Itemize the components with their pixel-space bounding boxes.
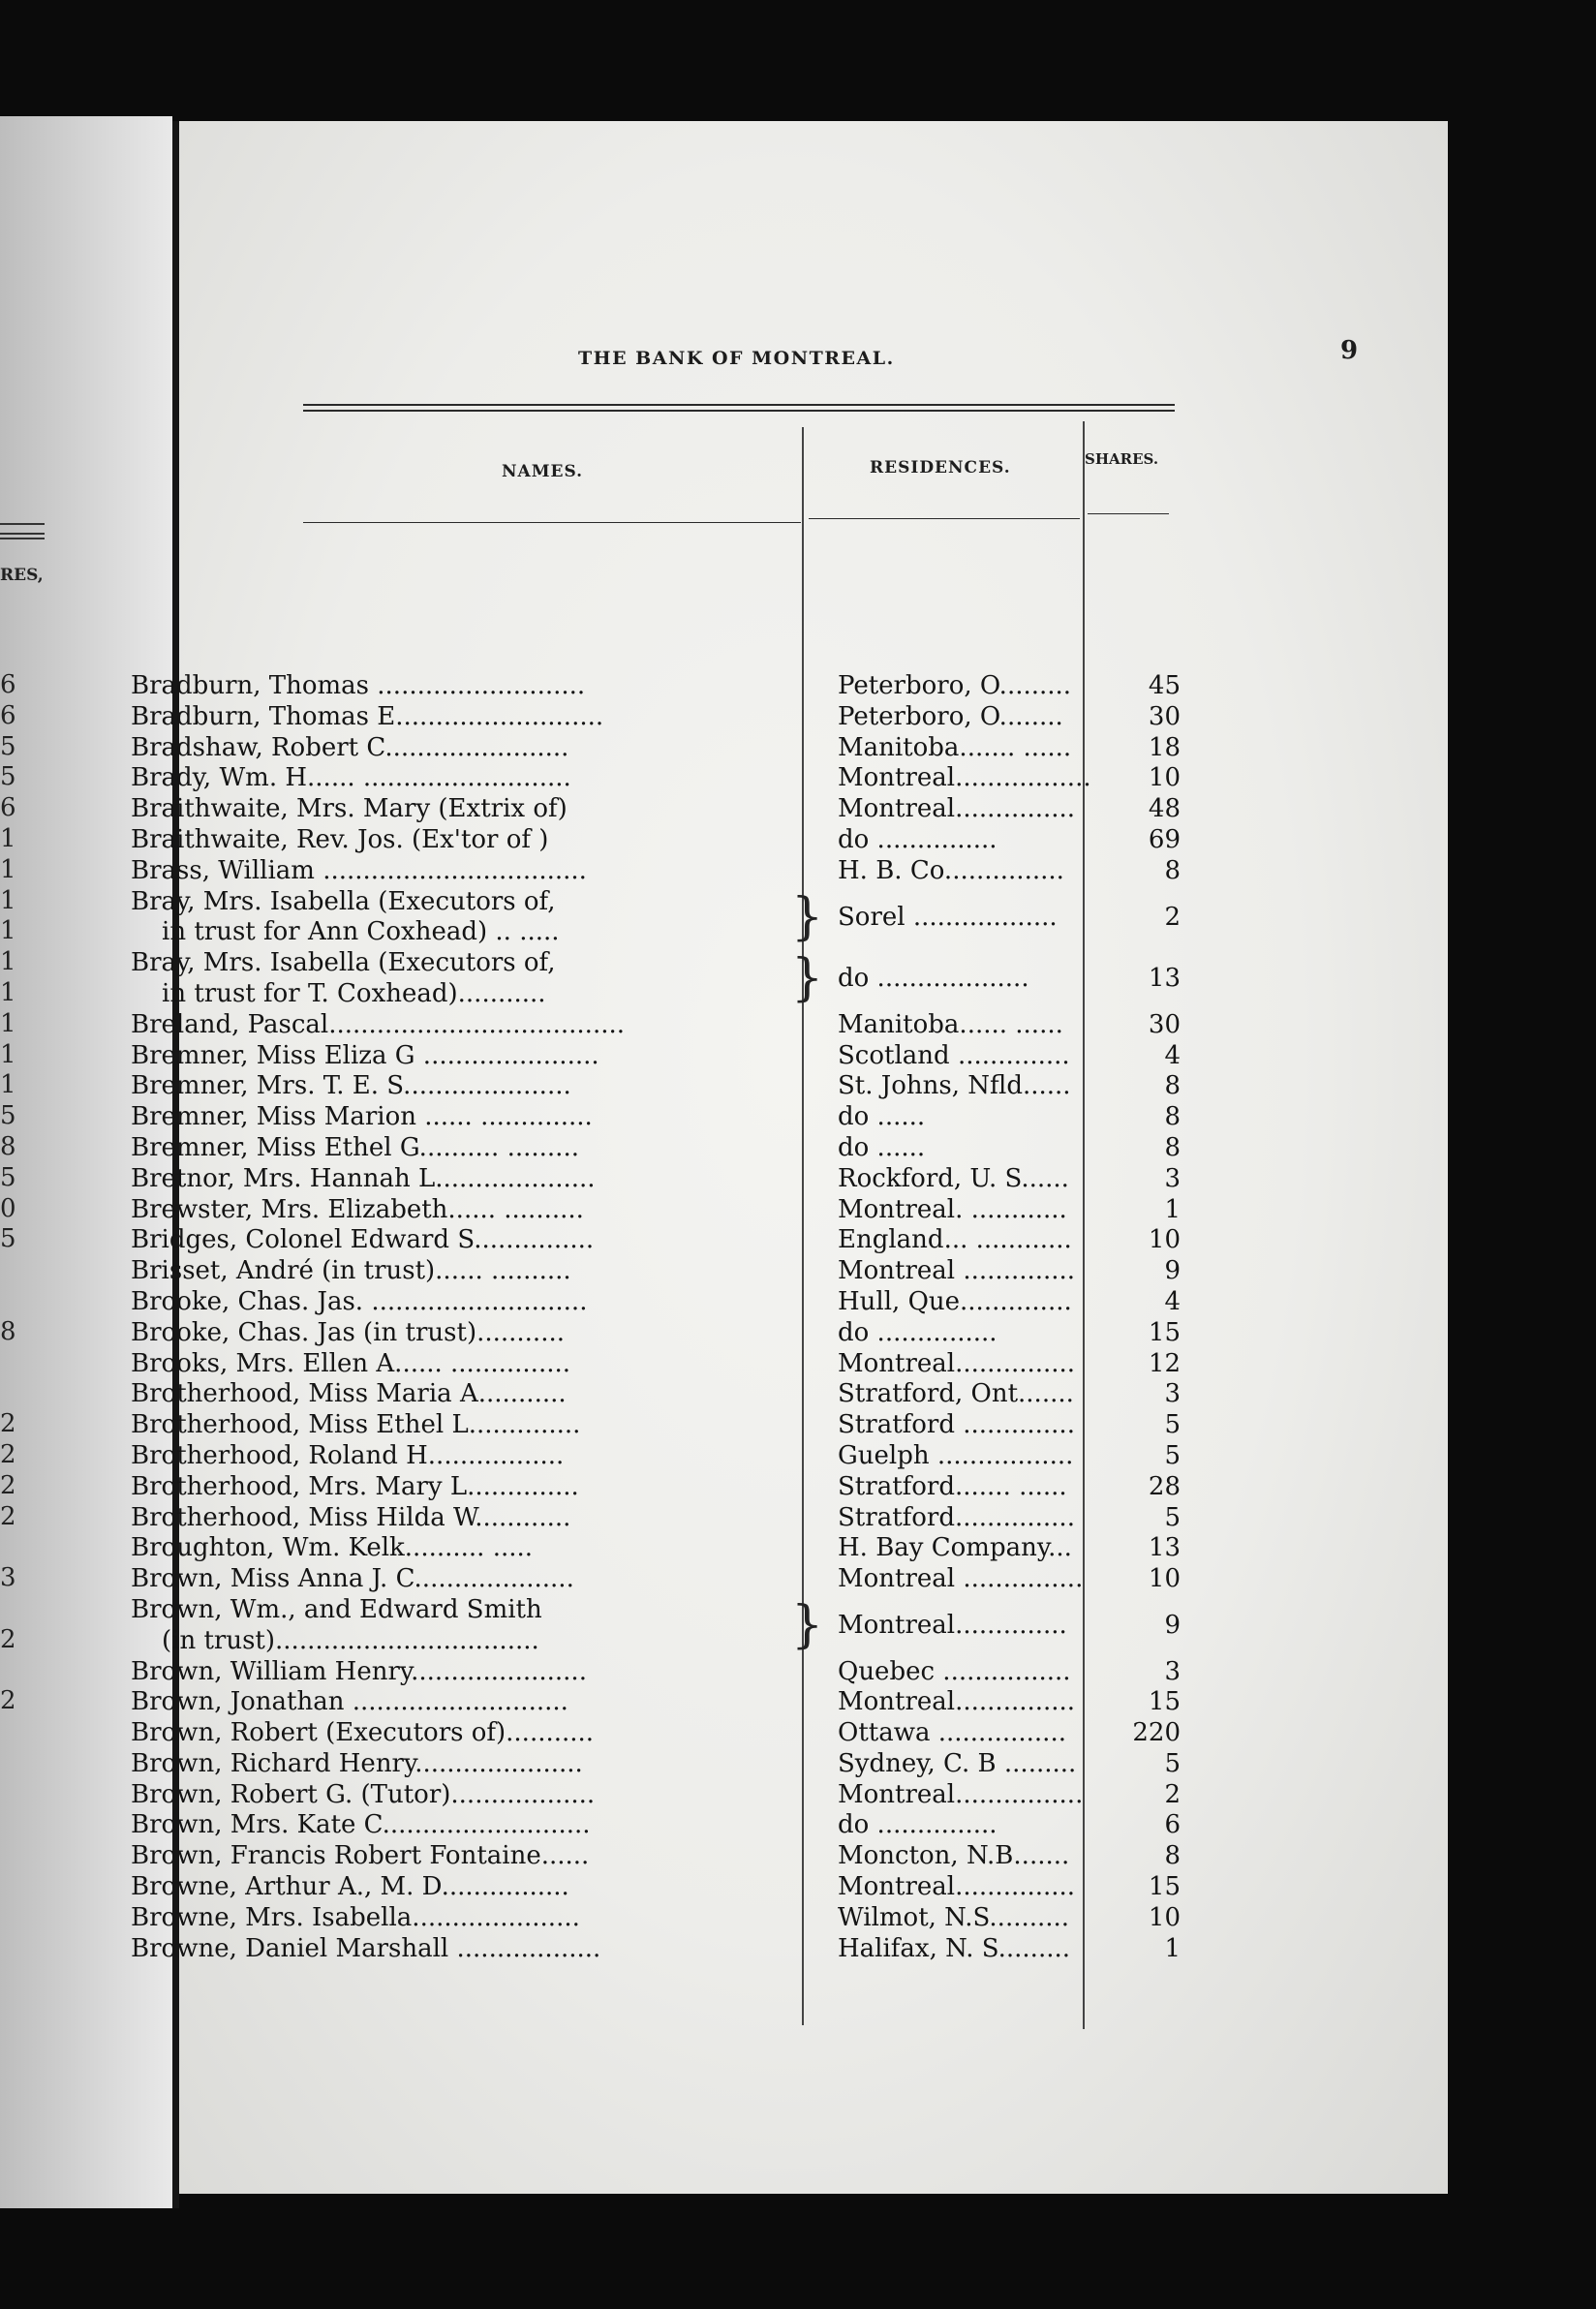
left-share-digit: 8 bbox=[0, 1316, 16, 1346]
shareholder-residence: Peterboro, O......... bbox=[838, 671, 1072, 700]
shareholder-residence: Stratford............... bbox=[838, 1502, 1075, 1532]
shareholder-residence: England... ............ bbox=[838, 1225, 1072, 1255]
shareholder-residence: Montreal............... bbox=[838, 1348, 1076, 1378]
shareholder-name bbox=[131, 1841, 816, 1872]
shareholder-row bbox=[7, 1164, 1275, 1195]
shareholder-name bbox=[131, 671, 816, 702]
left-share-digit: 1 bbox=[0, 1070, 16, 1100]
left-share-digit: 1 bbox=[0, 1008, 16, 1038]
shareholder-name bbox=[131, 1287, 816, 1318]
shareholder-shares: 6 bbox=[1164, 1810, 1181, 1840]
shareholder-residence: Montreal................. bbox=[838, 763, 1091, 793]
shareholder-residence: Montreal.............. bbox=[838, 1610, 1067, 1640]
shareholder-name bbox=[131, 1749, 816, 1780]
shareholder-row bbox=[7, 671, 1275, 702]
shareholder-row bbox=[7, 1841, 1275, 1872]
shareholder-row bbox=[7, 1287, 1275, 1318]
header-underline bbox=[809, 518, 1080, 519]
shareholder-name bbox=[131, 1934, 816, 1965]
left-share-digit bbox=[0, 2025, 19, 2056]
shareholder-row bbox=[7, 1441, 1275, 1472]
grouping-brace: } bbox=[791, 949, 824, 1008]
shareholder-name bbox=[131, 763, 816, 794]
left-share-digit bbox=[0, 1963, 19, 1994]
shareholder-shares: 220 bbox=[1132, 1718, 1181, 1748]
shareholder-shares: 69 bbox=[1148, 824, 1181, 854]
left-share-digit: 1 bbox=[0, 885, 16, 915]
shareholder-name-line: Brotherhood, Mrs. Mary L.............. bbox=[131, 1471, 579, 1501]
shareholder-row bbox=[7, 1410, 1275, 1441]
shareholder-name-line: Browne, Daniel Marshall .................. bbox=[131, 1933, 601, 1963]
shareholder-shares: 5 bbox=[1164, 1502, 1181, 1532]
shareholder-name-line: Breland, Pascal..................................... bbox=[131, 1009, 625, 1039]
shareholder-residence: Montreal............... bbox=[838, 1687, 1076, 1717]
shareholder-shares: 15 bbox=[1148, 1317, 1181, 1347]
shareholder-name bbox=[131, 1102, 816, 1133]
shareholder-shares: 12 bbox=[1148, 1348, 1181, 1378]
shareholder-row bbox=[7, 1934, 1275, 1965]
shareholder-shares: 5 bbox=[1164, 1748, 1181, 1778]
shareholder-name bbox=[131, 794, 816, 825]
left-header-rule bbox=[0, 538, 45, 539]
shareholder-row bbox=[7, 1133, 1275, 1164]
shareholder-shares: 10 bbox=[1148, 763, 1181, 793]
shareholder-name-line: Browne, Mrs. Isabella..................... bbox=[131, 1902, 580, 1932]
shareholder-residence: H. Bay Company... bbox=[838, 1533, 1072, 1563]
shareholder-shares: 48 bbox=[1148, 794, 1181, 824]
shareholder-row bbox=[7, 1564, 1275, 1595]
shareholder-residence: Rockford, U. S...... bbox=[838, 1163, 1069, 1193]
shareholder-name-line: Bradburn, Thomas .......................... bbox=[131, 671, 586, 700]
left-column-rule bbox=[0, 523, 45, 525]
shareholder-row bbox=[7, 856, 1275, 887]
shareholder-name-line: Browne, Arthur A., M. D................ bbox=[131, 1872, 569, 1902]
shareholder-name bbox=[131, 856, 816, 887]
shareholder-row bbox=[7, 1780, 1275, 1811]
shareholder-row bbox=[7, 1687, 1275, 1718]
shareholder-name bbox=[131, 887, 816, 949]
shareholder-row bbox=[7, 733, 1275, 764]
shareholder-shares: 5 bbox=[1164, 1440, 1181, 1470]
shareholder-residence: Moncton, N.B....... bbox=[838, 1841, 1070, 1871]
left-share-digit: 1 bbox=[0, 977, 16, 1007]
shareholder-name-line: Bremner, Miss Ethel G.......... ......... bbox=[131, 1132, 579, 1162]
shareholder-residence: do ............... bbox=[838, 1810, 998, 1840]
grouping-brace: } bbox=[791, 1595, 824, 1654]
shareholder-name-line: Bridges, Colonel Edward S............... bbox=[131, 1225, 595, 1255]
shareholder-name-line: Bradburn, Thomas E.......................... bbox=[131, 701, 604, 731]
shareholder-shares: 4 bbox=[1164, 1286, 1181, 1316]
shareholder-residence: Wilmot, N.S.......... bbox=[838, 1902, 1070, 1932]
page-number: 9 bbox=[1340, 336, 1359, 365]
shareholder-shares: 8 bbox=[1164, 1841, 1181, 1871]
shareholder-name bbox=[131, 1133, 816, 1164]
shareholder-residence: Montreal............... bbox=[838, 1872, 1076, 1902]
shareholder-residence: do ................... bbox=[838, 964, 1029, 994]
shareholder-row bbox=[7, 1503, 1275, 1534]
left-share-digit: 1 bbox=[0, 947, 16, 977]
shareholder-name-continuation: (in trust)................................. bbox=[162, 1625, 539, 1655]
shareholder-name bbox=[131, 1687, 816, 1718]
shareholder-residence: do ............... bbox=[838, 1317, 998, 1347]
shareholder-shares: 13 bbox=[1148, 1533, 1181, 1563]
shareholder-name bbox=[131, 1379, 816, 1410]
left-share-digit: 2 bbox=[0, 1409, 16, 1439]
left-share-digit: 3 bbox=[0, 1563, 16, 1593]
names-column-header: NAMES. bbox=[502, 462, 584, 481]
shareholder-row bbox=[7, 1041, 1275, 1072]
shareholder-shares: 8 bbox=[1164, 1071, 1181, 1101]
shareholder-name bbox=[131, 1472, 816, 1503]
shareholder-name-line: Brass, William ................................. bbox=[131, 855, 587, 885]
shareholder-row bbox=[7, 1472, 1275, 1503]
left-share-digit: 0 bbox=[0, 1193, 16, 1223]
top-rule bbox=[303, 404, 1175, 406]
shareholder-shares: 15 bbox=[1148, 1872, 1181, 1902]
shareholder-row bbox=[7, 1071, 1275, 1102]
shareholder-name-line: Bretnor, Mrs. Hannah L.................... bbox=[131, 1163, 596, 1193]
shareholder-name bbox=[131, 825, 816, 856]
residences-column-header: RESIDENCES. bbox=[870, 458, 1011, 477]
shareholder-residence: St. Johns, Nfld...... bbox=[838, 1071, 1071, 1101]
shareholder-name bbox=[131, 1780, 816, 1811]
left-share-digit: 1 bbox=[0, 823, 16, 853]
left-share-digit: 2 bbox=[0, 1686, 16, 1716]
shareholder-name-line: Bray, Mrs. Isabella (Executors of, bbox=[131, 886, 556, 916]
top-rule bbox=[303, 410, 1175, 412]
shareholder-row bbox=[7, 1718, 1275, 1749]
shareholder-name bbox=[131, 702, 816, 733]
shareholder-name-line: Bremner, Miss Marion ...... .............. bbox=[131, 1102, 593, 1132]
left-share-digit: 5 bbox=[0, 1224, 16, 1254]
shareholder-shares: 45 bbox=[1148, 671, 1181, 700]
left-share-digit: 6 bbox=[0, 670, 16, 699]
shareholder-name-line: Bray, Mrs. Isabella (Executors of, bbox=[131, 948, 556, 978]
ledger-page bbox=[131, 121, 1448, 2194]
left-share-digit: 5 bbox=[0, 762, 16, 792]
shareholder-residence: Montreal .............. bbox=[838, 1256, 1076, 1286]
shareholder-name-line: Braithwaite, Rev. Jos. (Ex'tor of ) bbox=[131, 824, 549, 854]
shareholder-name bbox=[131, 1195, 816, 1226]
shareholder-residence: do ...... bbox=[838, 1132, 926, 1162]
shareholder-residence: Montreal............... bbox=[838, 794, 1076, 824]
shareholder-name bbox=[131, 1071, 816, 1102]
left-share-digit: 2 bbox=[0, 1501, 16, 1531]
shareholder-residence: Halifax, N. S......... bbox=[838, 1933, 1071, 1963]
shareholder-name-line: Brady, Wm. H...... .......................... bbox=[131, 763, 571, 793]
shareholder-name-continuation: in trust for T. Coxhead)........... bbox=[162, 978, 546, 1008]
shareholder-residence: Sorel .................. bbox=[838, 902, 1058, 932]
shareholder-name-line: Braithwaite, Mrs. Mary (Extrix of) bbox=[131, 794, 568, 824]
shareholder-row bbox=[7, 763, 1275, 794]
left-share-digit: 2 bbox=[0, 1439, 16, 1469]
shareholder-shares: 1 bbox=[1164, 1933, 1181, 1963]
shareholder-name-line: Broughton, Wm. Kelk.......... ..... bbox=[131, 1533, 534, 1563]
shareholder-shares: 1 bbox=[1164, 1194, 1181, 1224]
shareholder-name-line: Brooke, Chas. Jas (in trust)........... bbox=[131, 1317, 565, 1347]
left-header-rule bbox=[0, 533, 45, 535]
shareholder-name bbox=[131, 1441, 816, 1472]
shareholder-name-line: Brotherhood, Miss Ethel L.............. bbox=[131, 1410, 581, 1440]
shareholder-row bbox=[7, 1533, 1275, 1564]
shareholder-list bbox=[7, 671, 1275, 1964]
shareholder-row bbox=[7, 1318, 1275, 1349]
shareholder-shares: 2 bbox=[1164, 1779, 1181, 1809]
shareholder-name bbox=[131, 1810, 816, 1841]
shareholder-name bbox=[131, 1010, 816, 1041]
shareholder-name-line: Brotherhood, Roland H................. bbox=[131, 1440, 565, 1470]
shareholder-name-line: Brown, Jonathan ........................... bbox=[131, 1687, 568, 1717]
shareholder-name-line: Brown, Richard Henry..................... bbox=[131, 1748, 583, 1778]
shareholder-shares: 3 bbox=[1164, 1163, 1181, 1193]
shareholder-name-line: Bradshaw, Robert C....................... bbox=[131, 732, 569, 762]
shareholder-shares: 5 bbox=[1164, 1410, 1181, 1440]
shareholder-name-line: Brown, Robert (Executors of)........... bbox=[131, 1718, 595, 1748]
shareholder-shares: 18 bbox=[1148, 732, 1181, 762]
left-share-digit: 8 bbox=[0, 1131, 16, 1161]
shareholder-shares: 15 bbox=[1148, 1687, 1181, 1717]
shareholder-residence: Stratford....... ...... bbox=[838, 1471, 1067, 1501]
left-share-digit: 5 bbox=[0, 731, 16, 761]
shareholder-name bbox=[131, 1503, 816, 1534]
shareholder-name-line: Brown, Francis Robert Fontaine...... bbox=[131, 1841, 590, 1871]
shareholder-residence: Hull, Que.............. bbox=[838, 1286, 1072, 1316]
shareholder-residence: H. B. Co............... bbox=[838, 855, 1064, 885]
shareholder-name bbox=[131, 1318, 816, 1349]
shareholder-shares: 30 bbox=[1148, 701, 1181, 731]
shareholder-shares: 9 bbox=[1164, 1256, 1181, 1286]
shareholder-name bbox=[131, 1657, 816, 1688]
shareholder-name bbox=[131, 1533, 816, 1564]
shareholder-name-line: Brotherhood, Miss Hilda W............ bbox=[131, 1502, 571, 1532]
shareholder-name-line: Bremner, Mrs. T. E. S..................... bbox=[131, 1071, 571, 1101]
shareholder-residence: do ...... bbox=[838, 1102, 926, 1132]
shareholder-residence: Montreal ............... bbox=[838, 1564, 1084, 1594]
shareholder-name bbox=[131, 1164, 816, 1195]
shareholder-row bbox=[7, 794, 1275, 825]
shareholder-name-line: Brown, William Henry...................... bbox=[131, 1656, 587, 1686]
shareholder-name-line: Bremner, Miss Eliza G ...................... bbox=[131, 1040, 599, 1070]
shareholder-name-line: Brown, Wm., and Edward Smith bbox=[131, 1594, 542, 1624]
grouping-brace: } bbox=[791, 887, 824, 946]
shareholder-residence: Guelph ................. bbox=[838, 1440, 1074, 1470]
shareholder-name bbox=[131, 1872, 816, 1903]
left-share-digit: 5 bbox=[0, 1101, 16, 1131]
shareholder-name bbox=[131, 1718, 816, 1749]
shareholder-row bbox=[7, 1195, 1275, 1226]
left-share-digit: 1 bbox=[0, 1039, 16, 1069]
running-head: THE BANK OF MONTREAL. bbox=[578, 348, 895, 369]
shareholder-row bbox=[7, 825, 1275, 856]
shareholder-residence: Scotland .............. bbox=[838, 1040, 1070, 1070]
left-share-digit: 2 bbox=[0, 1624, 16, 1654]
shareholder-residence: Manitoba....... ...... bbox=[838, 732, 1072, 762]
shareholder-name bbox=[131, 948, 816, 1010]
shareholder-shares: 4 bbox=[1164, 1040, 1181, 1070]
shareholder-name-continuation: in trust for Ann Coxhead) .. ..... bbox=[162, 917, 560, 947]
shareholder-name-line: Brown, Mrs. Kate C.......................... bbox=[131, 1810, 591, 1840]
shareholder-row bbox=[7, 1349, 1275, 1380]
shareholder-row bbox=[7, 1903, 1275, 1934]
shareholder-name bbox=[131, 1410, 816, 1441]
shareholder-shares: 9 bbox=[1164, 1610, 1181, 1640]
shareholder-shares: 13 bbox=[1148, 964, 1181, 994]
shareholder-shares: 2 bbox=[1164, 902, 1181, 932]
shareholder-name-line: Brooke, Chas. Jas. ........................... bbox=[131, 1286, 588, 1316]
shareholder-residence: Peterboro, O........ bbox=[838, 701, 1063, 731]
shareholder-name-line: Brewster, Mrs. Elizabeth...... .......... bbox=[131, 1194, 584, 1224]
shareholder-residence: do ............... bbox=[838, 824, 998, 854]
header-underline bbox=[1088, 513, 1169, 514]
shareholder-row bbox=[7, 1256, 1275, 1287]
shareholder-residence: Quebec ................ bbox=[838, 1656, 1071, 1686]
shareholder-name bbox=[131, 1041, 816, 1072]
shareholder-name bbox=[131, 1903, 816, 1934]
header-underline bbox=[303, 522, 801, 523]
shareholder-shares: 10 bbox=[1148, 1225, 1181, 1255]
shareholder-shares: 8 bbox=[1164, 1132, 1181, 1162]
shareholder-name bbox=[131, 1256, 816, 1287]
shareholder-name-line: Brotherhood, Miss Maria A........... bbox=[131, 1379, 567, 1409]
shareholder-shares: 3 bbox=[1164, 1656, 1181, 1686]
shareholder-name bbox=[131, 733, 816, 764]
shareholder-row bbox=[7, 887, 1275, 949]
shares-column-header: SHARES. bbox=[1085, 450, 1159, 468]
shareholder-row bbox=[7, 1872, 1275, 1903]
shareholder-name bbox=[131, 1225, 816, 1256]
shareholder-row bbox=[7, 1595, 1275, 1657]
shareholder-name-line: Brown, Miss Anna J. C.................... bbox=[131, 1564, 574, 1594]
shareholder-name-line: Brisset, André (in trust)...... .......... bbox=[131, 1256, 571, 1286]
shareholder-row bbox=[7, 1379, 1275, 1410]
shareholder-row bbox=[7, 702, 1275, 733]
shareholder-name-line: Brooks, Mrs. Ellen A...... ............... bbox=[131, 1348, 570, 1378]
shareholder-residence: Ottawa ................ bbox=[838, 1718, 1066, 1748]
shareholder-residence: Manitoba...... ...... bbox=[838, 1009, 1063, 1039]
shareholder-row bbox=[7, 1010, 1275, 1041]
shareholder-shares: 10 bbox=[1148, 1564, 1181, 1594]
shareholder-residence: Sydney, C. B ......... bbox=[838, 1748, 1077, 1778]
shareholder-residence: Montreal. ............ bbox=[838, 1194, 1067, 1224]
shareholder-name bbox=[131, 1564, 816, 1595]
left-share-digit: 6 bbox=[0, 700, 16, 730]
left-shares-header: RES, bbox=[0, 566, 44, 585]
left-share-digit: 1 bbox=[0, 854, 16, 884]
shareholder-shares: 10 bbox=[1148, 1902, 1181, 1932]
shareholder-shares: 30 bbox=[1148, 1009, 1181, 1039]
shareholder-row bbox=[7, 1225, 1275, 1256]
shareholder-row bbox=[7, 1657, 1275, 1688]
shareholder-residence: Stratford .............. bbox=[838, 1410, 1075, 1440]
shareholder-shares: 28 bbox=[1148, 1471, 1181, 1501]
shareholder-shares: 8 bbox=[1164, 855, 1181, 885]
shareholder-shares: 3 bbox=[1164, 1379, 1181, 1409]
left-share-digit: 1 bbox=[0, 916, 16, 946]
shareholder-name bbox=[131, 1349, 816, 1380]
left-share-digit: 5 bbox=[0, 1162, 16, 1192]
shareholder-residence: Montreal................ bbox=[838, 1779, 1084, 1809]
shareholder-name-line: Brown, Robert G. (Tutor).................. bbox=[131, 1779, 596, 1809]
shareholder-row bbox=[7, 1749, 1275, 1780]
shareholder-residence: Stratford, Ont....... bbox=[838, 1379, 1074, 1409]
shareholder-shares: 8 bbox=[1164, 1102, 1181, 1132]
left-share-digit: 2 bbox=[0, 1470, 16, 1500]
shareholder-row bbox=[7, 1102, 1275, 1133]
left-share-digit: 6 bbox=[0, 793, 16, 823]
shareholder-row bbox=[7, 948, 1275, 1010]
shareholder-row bbox=[7, 1810, 1275, 1841]
left-share-digit bbox=[0, 1994, 19, 2025]
shareholder-name bbox=[131, 1595, 816, 1657]
